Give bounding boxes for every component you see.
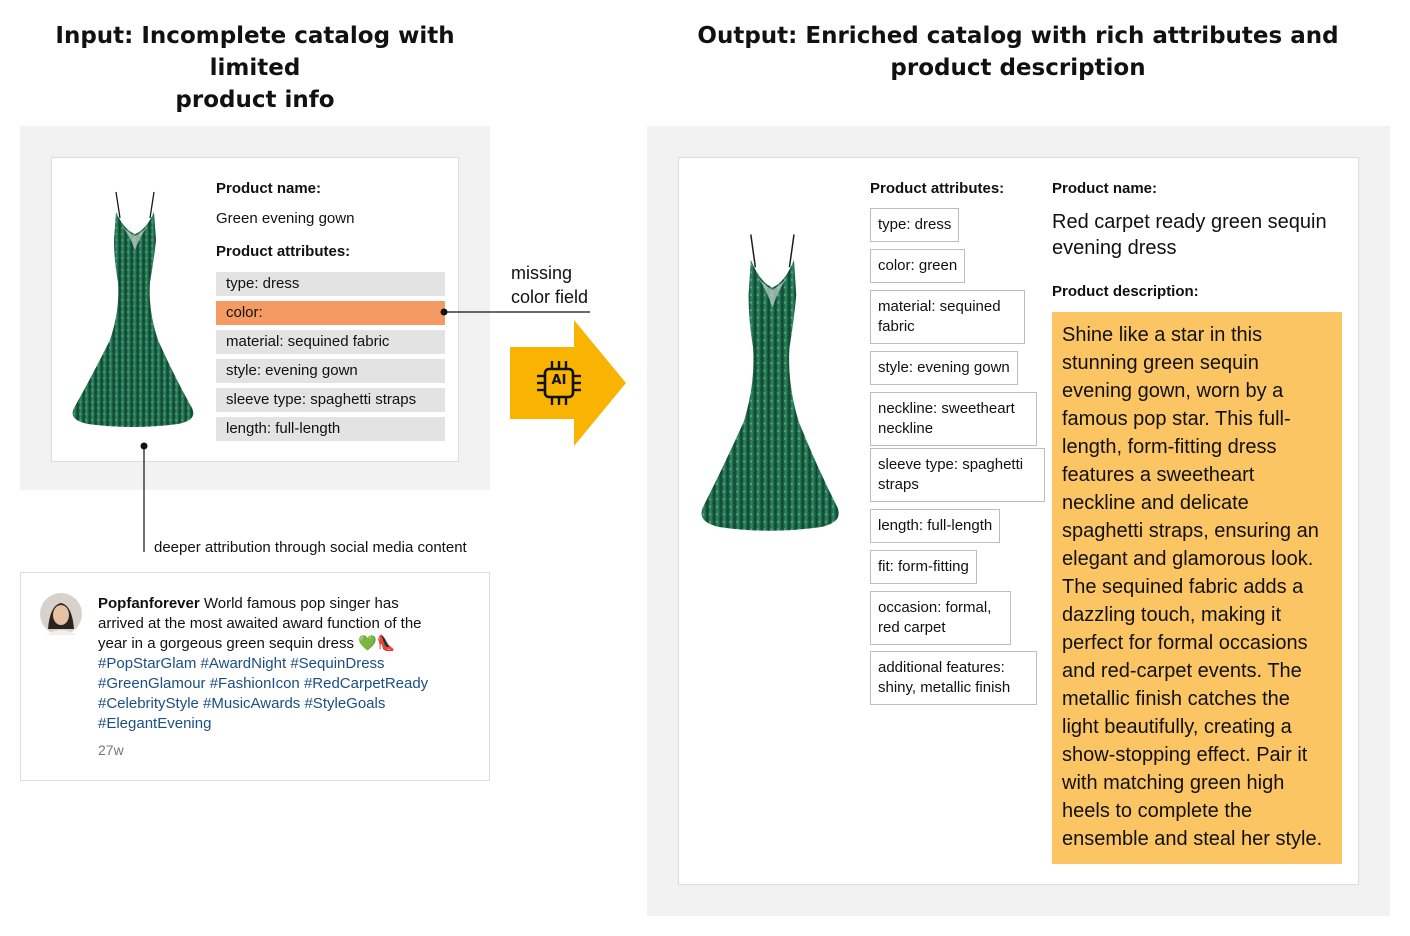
attribute-chip-length: length: full-length: [870, 509, 1000, 543]
post-line-1: [98, 594, 470, 614]
product-description-box: Shine like a star in this stunning green sequin evening gown, worn by a famous pop star. This full-length, form-fitting dress features a sweetheart neckline and delicate spaghetti straps, ensuring an elegant and glamorous look. The sequined fabric adds a dazzling touch, making it perfect for formal occasions and red-carpet events. The metallic finish catches the light beautifully, creating a show-stopping effect. Pair it with matching green high heels to complete the ensemble and steal her style.: [1052, 312, 1342, 864]
post-hashtags-4[interactable]: #ElegantEvening: [98, 715, 212, 732]
enriched-attributes-label: Product attributes:: [870, 180, 1005, 197]
avatar: [40, 593, 82, 635]
ai-chip-label: AI: [551, 373, 567, 388]
post-hashtags-3[interactable]: #CelebrityStyle #MusicAwards #StyleGoals: [98, 695, 386, 712]
post-timestamp: 27w: [98, 742, 124, 758]
post-text-2: arrived at the most awaited award function of the: [98, 615, 422, 632]
attribute-chip-occasion: occasion: formal, red carpet: [870, 591, 1011, 645]
product-name-label: Product name:: [216, 180, 322, 197]
output-heading-line1: Output: Enriched catalog with rich attributes and: [697, 23, 1339, 49]
attribute-row-style: style: evening gown: [216, 359, 445, 383]
product-attributes-label: Product attributes:: [216, 243, 351, 260]
missing-field-line1: missing: [511, 263, 573, 283]
output-heading-line2: product description: [890, 55, 1146, 81]
input-heading-line1: Input: Incomplete catalog with limited: [55, 23, 455, 81]
enriched-product-name-value: Red carpet ready green sequin evening dress: [1052, 211, 1327, 259]
post-hashtags-2[interactable]: #GreenGlamour #FashionIcon #RedCarpetReady: [98, 675, 429, 692]
attribute-chip-sleeve-type: sleeve type: spaghetti straps: [870, 448, 1045, 502]
social-caption: deeper attribution through social media content: [154, 539, 467, 556]
enriched-product-name-label: Product name:: [1052, 180, 1158, 197]
attribute-row-material: material: sequined fabric: [216, 330, 445, 354]
product-name-value: Green evening gown: [216, 210, 355, 227]
post-text-3: year in a gorgeous green sequin dress 💚👠: [98, 635, 396, 652]
post-text-1: World famous pop singer has: [203, 595, 399, 612]
attribute-chip-material: material: sequined fabric: [870, 290, 1025, 344]
attribute-row-length: length: full-length: [216, 417, 445, 441]
attribute-row-color-missing: color:: [216, 301, 445, 325]
attribute-row-type: type: dress: [216, 272, 445, 296]
attribute-chip-neckline: neckline: sweetheart neckline: [870, 392, 1037, 446]
product-description-label: Product description:: [1052, 283, 1199, 300]
missing-field-line2: color field: [511, 287, 589, 307]
social-post-body: [98, 594, 470, 760]
attribute-row-sleeve-type: sleeve type: spaghetti straps: [216, 388, 445, 412]
attribute-chip-additional-features: additional features: shiny, metallic finish: [870, 651, 1037, 705]
attribute-chip-color: color: green: [870, 249, 965, 283]
post-hashtags-1[interactable]: #PopStarGlam #AwardNight #SequinDress: [98, 655, 385, 672]
attribute-chip-fit: fit: form-fitting: [870, 550, 977, 584]
post-username[interactable]: Popfanforever: [98, 595, 200, 612]
enriched-dress-image: [694, 232, 844, 532]
input-heading-line2: product info: [175, 87, 335, 113]
missing-field-label: [511, 261, 588, 309]
attribute-chip-type: type: dress: [870, 208, 959, 242]
attribute-chip-style: style: evening gown: [870, 351, 1018, 385]
